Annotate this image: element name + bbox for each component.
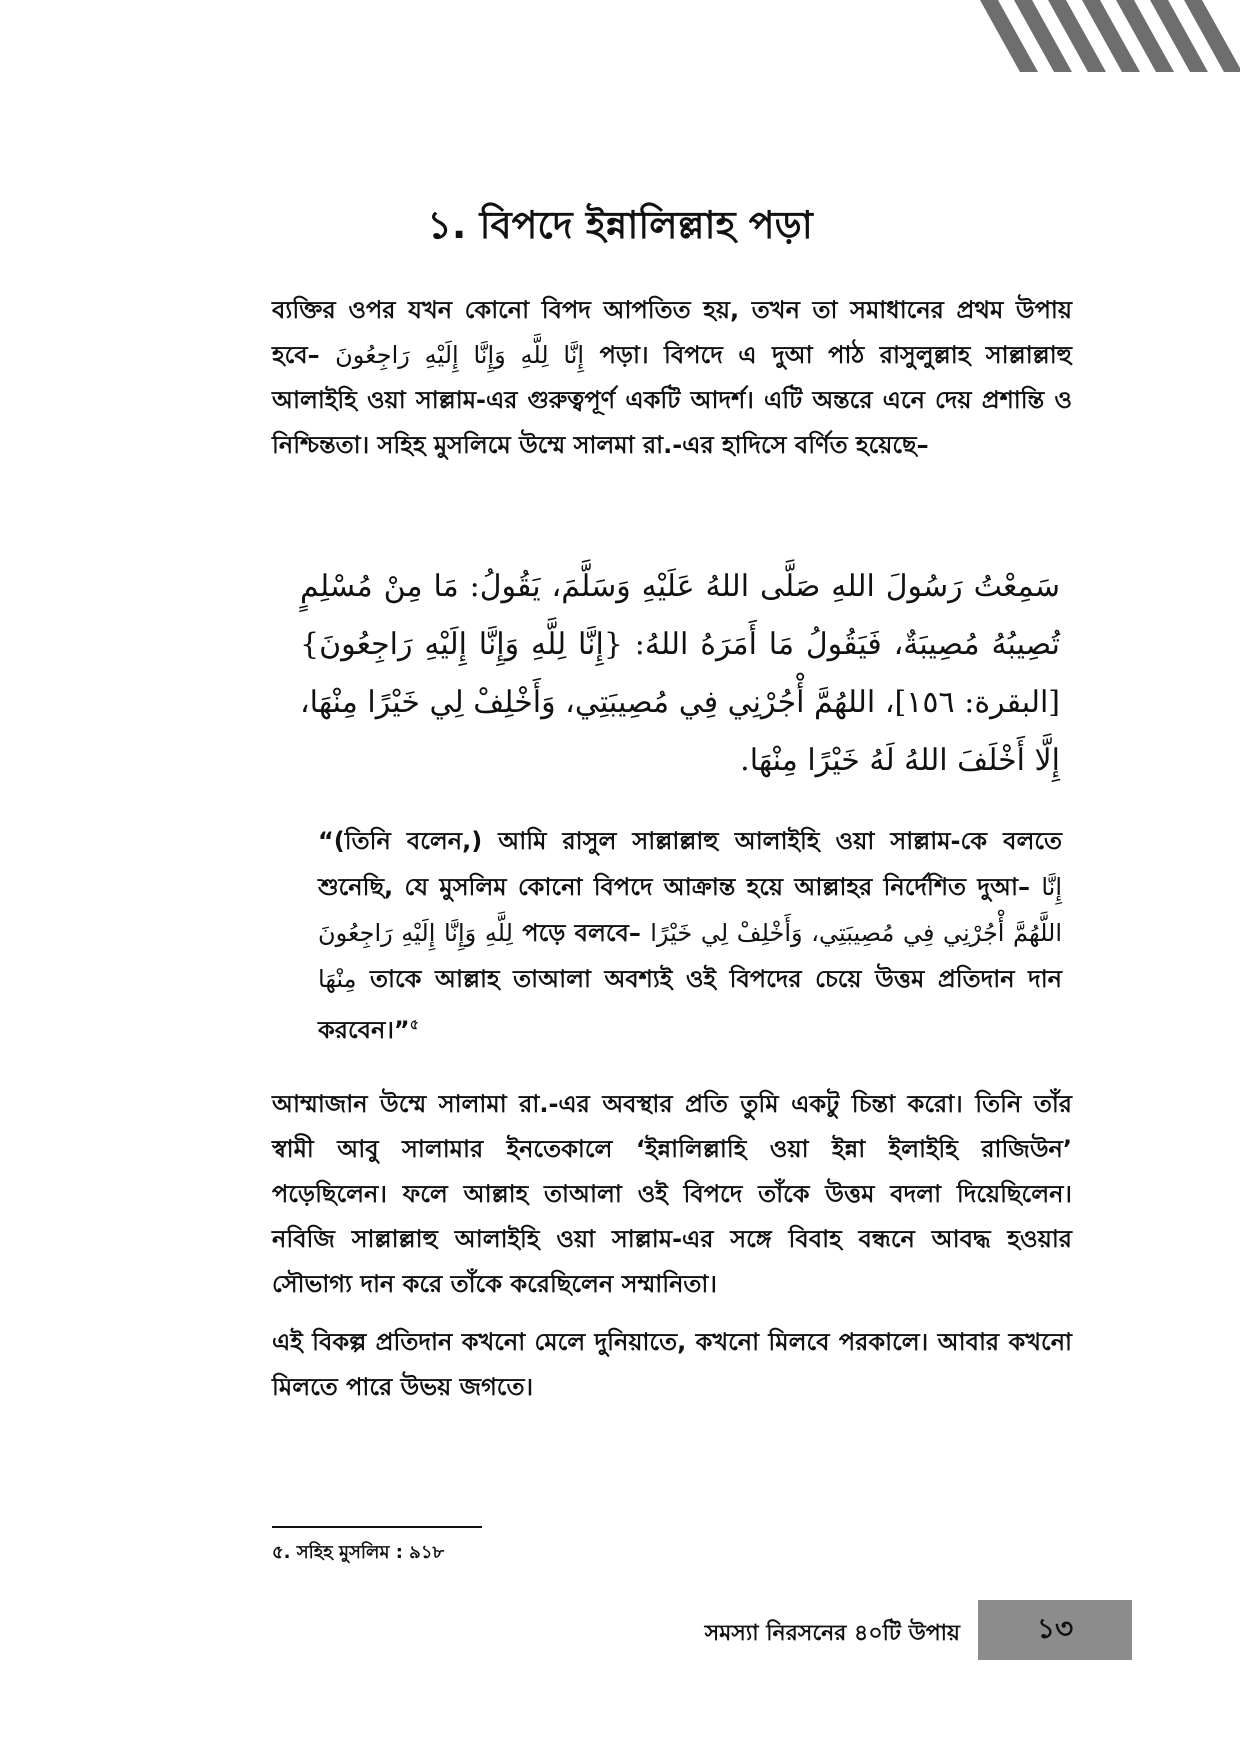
footnote-text: ৫. সহিহ মুসলিম : ৯১৮ bbox=[272, 1542, 445, 1563]
intro-arabic-dua: إِنَّا لِلَّهِ وَإِنَّا إِلَيْهِ رَاجِعُونَ bbox=[335, 341, 585, 369]
corner-stripes-decoration bbox=[980, 0, 1240, 72]
footnote-divider bbox=[272, 1526, 482, 1528]
footer-book-title: সমস্যা নিরসনের ৪০টি উপায় bbox=[704, 1621, 960, 1646]
hadith-translation bbox=[318, 818, 1062, 1053]
translation-arabic-dua-1: إِنَّا لِلَّهِ وَإِنَّا إِلَيْهِ رَاجِعُونَ bbox=[318, 873, 1062, 947]
intro-paragraph bbox=[272, 288, 1072, 468]
page-number-box bbox=[978, 1600, 1132, 1660]
footnote-reference: ৫ bbox=[409, 1017, 419, 1033]
page-number: ১৩ bbox=[1036, 1611, 1074, 1645]
reflection-paragraph: আম্মাজান উম্মে সালামা রা.-এর অবস্থার প্রতি তুমি একটু চিন্তা করো। তিনি তাঁর স্বামী আবু সালামার ইনতেকালে ‘ইন্নালিল্লাহি ওয়া ইন্না ইলাইহি রাজিউন’ পড়েছিলেন। ফলে আল্লাহ তাআলা ওই বিপদে তাঁকে উত্তম বদলা দিয়েছিলেন। নবিজি সাল্লাল্লাহু আলাইহি ওয়া সাল্লাম-এর সঙ্গে বিবাহ বন্ধনে আবদ্ধ হওয়ার সৌভাগ্য দান করে তাঁকে করেছিলেন সম্মানিতা। bbox=[272, 1090, 1072, 1298]
intro-text-part-1: ব্যক্তির ওপর যখন কোনো বিপদ আপতিত হয়, তখন তা সমাধানের প্রথম উপায় হবে– bbox=[272, 296, 1072, 369]
closing-paragraph: এই বিকল্প প্রতিদান কখনো মেলে দুনিয়াতে, কখনো মিলবে পরকালে। আবার কখনো মিলতে পারে উভয় জগতে। bbox=[272, 1328, 1072, 1401]
hadith-arabic-text: سَمِعْتُ رَسُولَ اللهِ صَلَّى اللهُ عَلَيْهِ وَسَلَّمَ، يَقُولُ: مَا مِنْ مُسْلِمٍ تُصِيبُهُ مُصِيبَةٌ، فَيَقُولُ مَا أَمَرَهُ اللهُ: {إِنَّا لِلَّهِ وَإِنَّا إِلَيْهِ رَاجِعُونَ} [البقرة: ١٥٦]، اللهُمَّ أْجُرْنِي فِي مُصِيبَتِي، وَأَخْلِفْ لِي خَيْرًا مِنْهَا، إِلَّا أَخْلَفَ اللهُ لَهُ خَيْرًا مِنْهَا. bbox=[300, 569, 1061, 778]
translation-text-part-2: পড়ে বলবে– bbox=[512, 919, 651, 947]
translation-arabic-dua-2: اللَّهُمَّ أْجُرْنِي فِي مُصِيبَتِي، وَأَخْلِفْ لِي خَيْرًا مِنْهَا bbox=[318, 919, 1062, 993]
translation-text-part-1: “(তিনি বলেন,) আমি রাসুল সাল্লাল্লাহু আলাইহি ওয়া সাল্লাম-কে বলতে শুনেছি, যে মুসলিম কোনো বিপদে আক্রান্ত হয়ে আল্লাহর নির্দেশিত দুআ– bbox=[318, 827, 1062, 901]
section-heading: ১. বিপদে ইন্নালিল্লাহ পড়া bbox=[427, 203, 813, 247]
translation-text-part-3: তাকে আল্লাহ তাআলা অবশ্যই ওই বিপদের চেয়ে উত্তম প্রতিদান দান করবেন।” bbox=[318, 965, 1062, 1044]
intro-text-part-2: পড়া। বিপদে এ দুআ পাঠ রাসুলুল্লাহ সাল্লাল্লাহু আলাইহি ওয়া সাল্লাম-এর গুরুত্বপূর্ণ একটি আদর্শ। এটি অন্তরে এনে দেয় প্রশান্তি ও নিশ্চিন্ততা। সহিহ মুসলিমে উম্মে সালমা রা.-এর হাদিসে বর্ণিত হয়েছে– bbox=[272, 341, 1073, 459]
